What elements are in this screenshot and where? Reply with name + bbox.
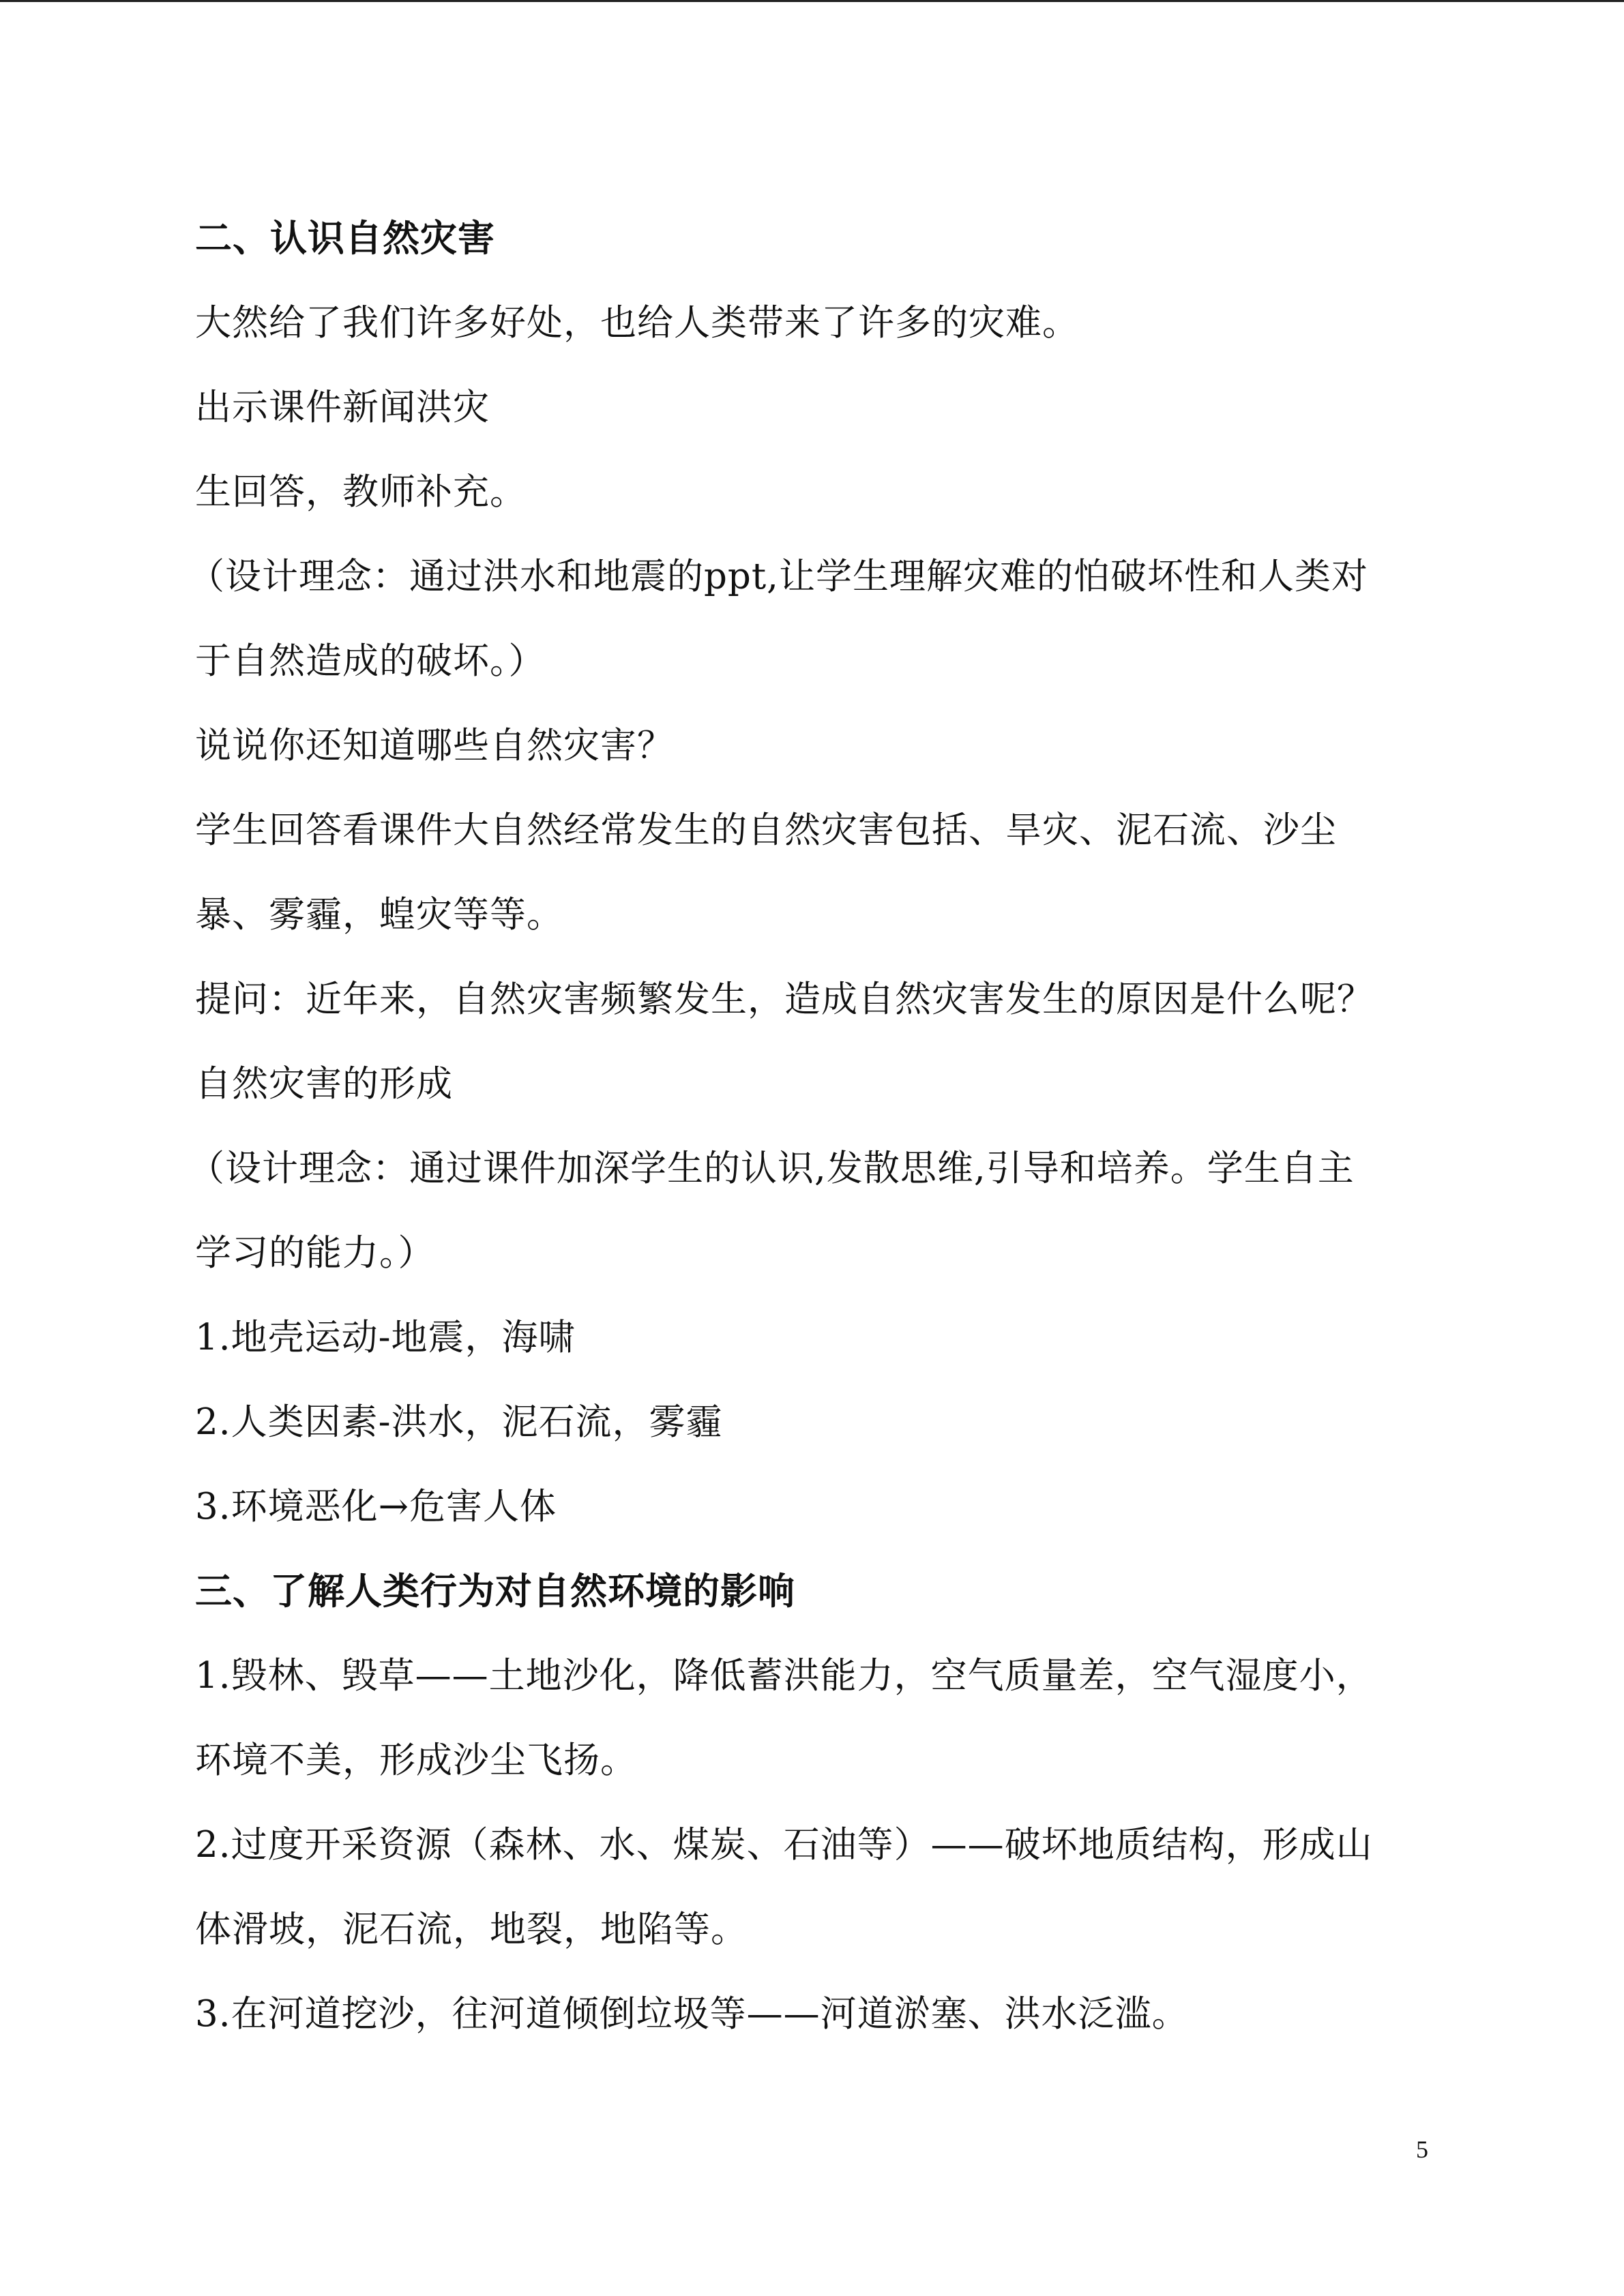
paragraph-line: 出示课件新闻洪灾 — [195, 387, 490, 428]
design-note-line: （设计理念：通过洪水和地震的ppt,让学生理解灾难的怕破坏性和人类对 — [188, 556, 1368, 597]
design-note-line: （设计理念：通过课件加深学生的认识,发散思维,引导和培养。学生自主 — [188, 1148, 1355, 1189]
paragraph-line: 大然给了我们许多好处，也给人类带来了许多的灾难。 — [195, 302, 1079, 344]
paragraph-line: 暴、雾霾，蝗灾等等。 — [195, 894, 563, 936]
list-item-continuation: 环境不美，形成沙尘飞扬。 — [195, 1740, 637, 1781]
list-item: 2.过度开采资源（森林、水、煤炭、石油等）——破坏地质结构，形成山 — [195, 1824, 1373, 1866]
paragraph-line: 自然灾害的形成 — [195, 1063, 453, 1105]
paragraph-line: 学生回答看课件大自然经常发生的自然灾害包括、旱灾、泥石流、沙尘 — [195, 809, 1337, 851]
list-item: 1.毁林、毁草——土地沙化，降低蓄洪能力，空气质量差，空气湿度小， — [195, 1655, 1373, 1697]
section-heading-3: 三、了解人类行为对自然环境的影响 — [195, 1570, 795, 1613]
paragraph-line: 生回答，教师补充。 — [195, 471, 527, 513]
design-note-line: 学习的能力。） — [195, 1232, 435, 1274]
design-note-line: 于自然造成的破坏。） — [195, 640, 546, 682]
list-item-continuation: 体滑坡，泥石流，地裂，地陷等。 — [195, 1909, 748, 1950]
list-item: 3.环境恶化→危害人体 — [195, 1486, 557, 1527]
paragraph-line: 提问：近年来，自然灾害频繁发生，造成自然灾害发生的原因是什么呢？ — [195, 979, 1374, 1020]
page-top-border — [0, 0, 1624, 2]
list-item: 3.在河道挖沙，往河道倾倒垃圾等——河道淤塞、洪水泛滥。 — [195, 1993, 1189, 2035]
page-number: 5 — [1416, 2136, 1428, 2163]
list-item: 1.地壳运动-地震，海啸 — [195, 1317, 576, 1358]
list-item: 2.人类因素-洪水，泥石流，雾霾 — [195, 1401, 723, 1443]
paragraph-line: 说说你还知道哪些自然灾害？ — [195, 725, 674, 766]
section-heading-2: 二、认识自然灾害 — [195, 217, 495, 260]
